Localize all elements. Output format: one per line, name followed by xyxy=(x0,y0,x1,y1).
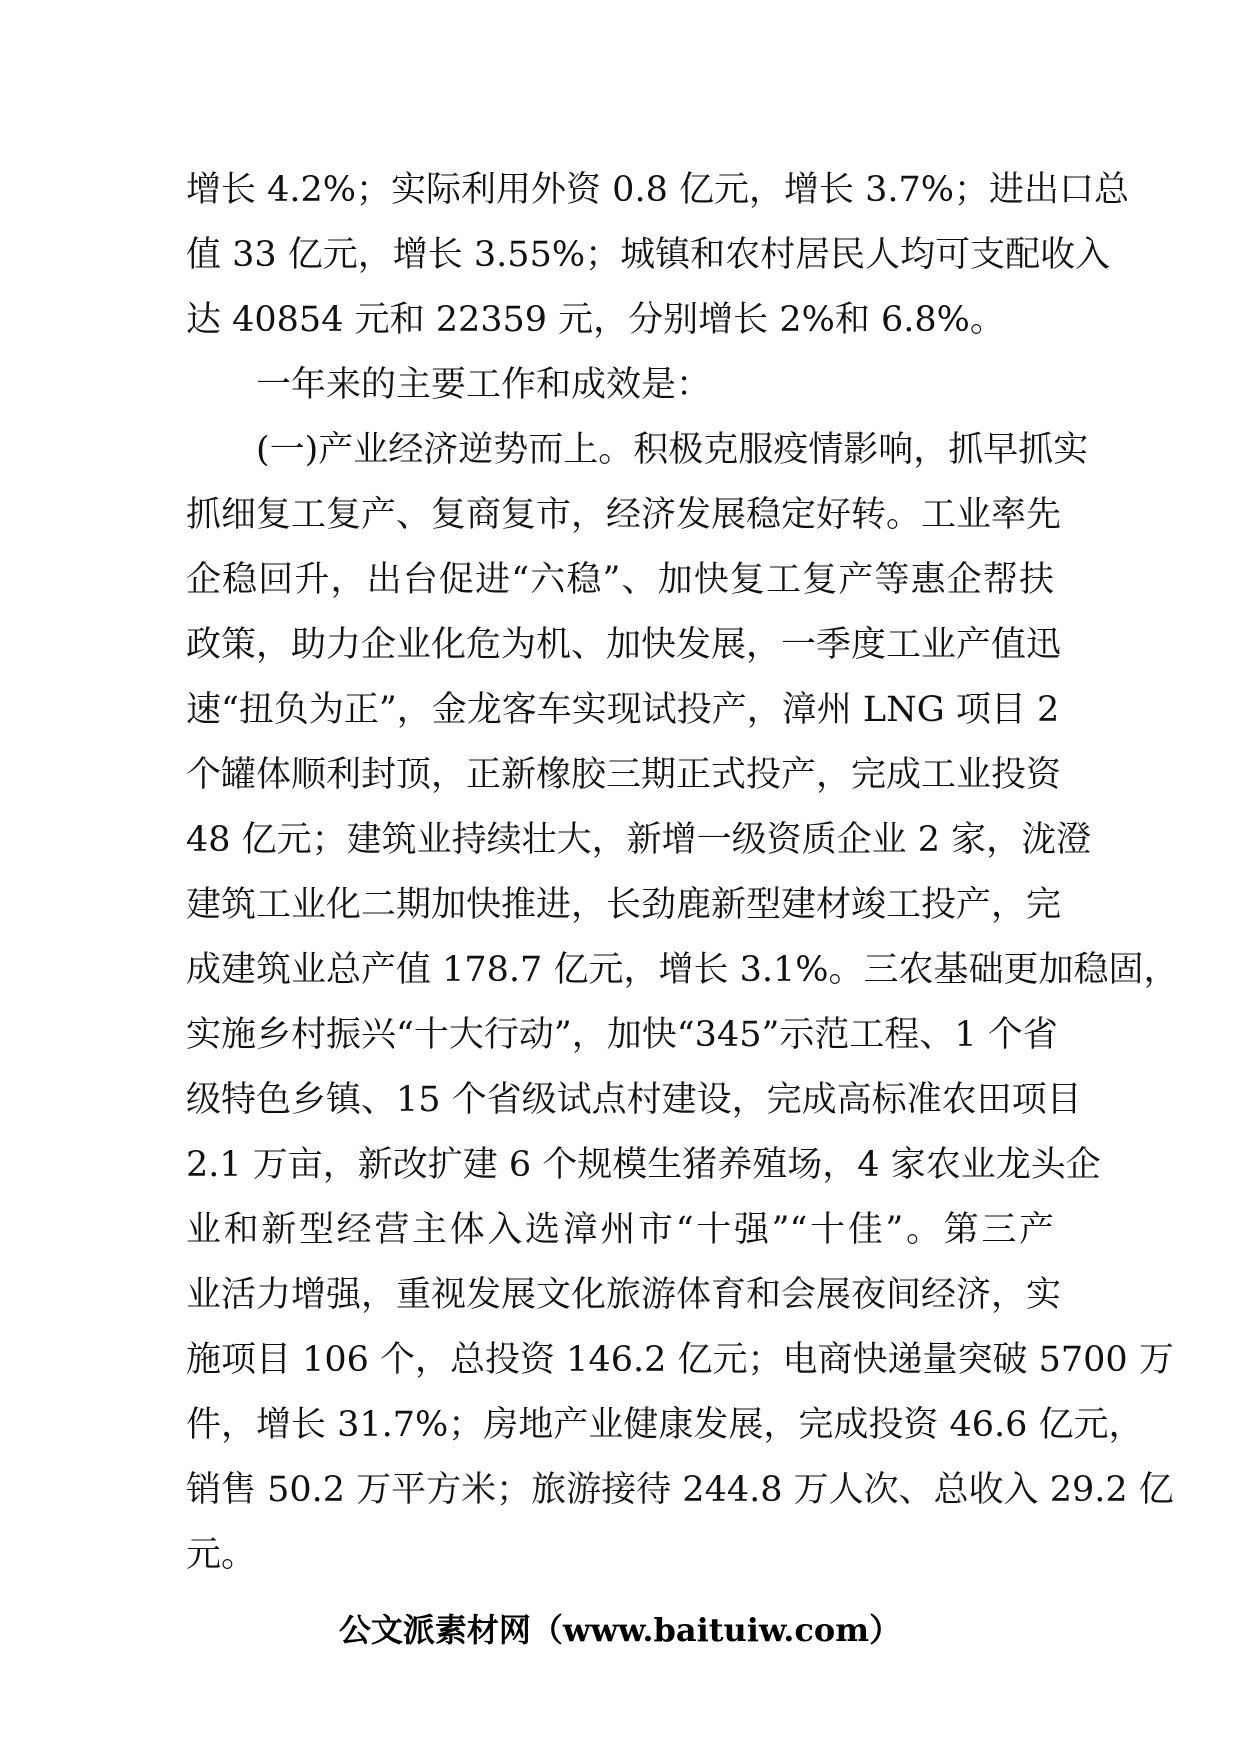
document-body xyxy=(186,158,1179,1588)
text-line: 实施乡村振兴“十大行动”，加快“345”示范工程、1 个省 xyxy=(186,1015,1058,1055)
text-line: 政策，助力企业化危为机、加快发展，一季度工业产值迅 xyxy=(186,625,1062,665)
text-line: 达 40854 元和 22359 元，分别增长 2%和 6.8%。 xyxy=(186,300,1005,340)
text-line: 施项目 106 个，总投资 146.2 亿元；电商快递量突破 5700 万 xyxy=(186,1340,1174,1380)
text-line: 48 亿元；建筑业持续壮大，新增一级资质企业 2 家，泷澄 xyxy=(186,820,1092,860)
text-line: 件，增长 31.7%；房地产业健康发展，完成投资 46.6 亿元， xyxy=(186,1405,1144,1445)
text-line: 业和新型经营主体入选漳州市“十强”“十佳”。第三产 xyxy=(186,1210,1054,1250)
text-line: 个罐体顺利封顶，正新橡胶三期正式投产，完成工业投资 xyxy=(186,755,1062,795)
text-line: 2.1 万亩，新改扩建 6 个规模生猪养殖场，4 家农业龙头企 xyxy=(186,1145,1101,1185)
text-line: 建筑工业化二期加快推进，长劲鹿新型建材竣工投产，完 xyxy=(186,885,1062,925)
text-line: 值 33 亿元，增长 3.55%；城镇和农村居民人均可支配收入 xyxy=(186,235,1111,275)
text-line: 级特色乡镇、15 个省级试点村建设，完成高标准农田项目 xyxy=(186,1080,1082,1120)
text-line: 抓细复工复产、复商复市，经济发展稳定好转。工业率先 xyxy=(186,495,1062,535)
text-line: 业活力增强，重视发展文化旅游体育和会展夜间经济，实 xyxy=(186,1275,1062,1315)
text-line: 增长 4.2%；实际利用外资 0.8 亿元，增长 3.7%；进出口总 xyxy=(186,170,1130,210)
footer-watermark: 公文派素材网（www.baituiw.com） xyxy=(338,1611,902,1649)
text-line: 一年来的主要工作和成效是： xyxy=(256,365,712,405)
text-line: 速“扭负为正”，金龙客车实现试投产，漳州 LNG 项目 2 xyxy=(186,690,1060,730)
text-line: (一)产业经济逆势而上。积极克服疫情影响，抓早抓实 xyxy=(256,430,1089,470)
text-line: 企稳回升，出台促进“六稳”、加快复工复产等惠企帮扶 xyxy=(186,560,1054,600)
text-line: 成建筑业总产值 178.7 亿元，增长 3.1%。三农基础更加稳固， xyxy=(186,950,1179,990)
text-line: 元。 xyxy=(186,1535,257,1575)
text-line: 销售 50.2 万平方米；旅游接待 244.8 万人次、总收入 29.2 亿 xyxy=(186,1470,1174,1510)
